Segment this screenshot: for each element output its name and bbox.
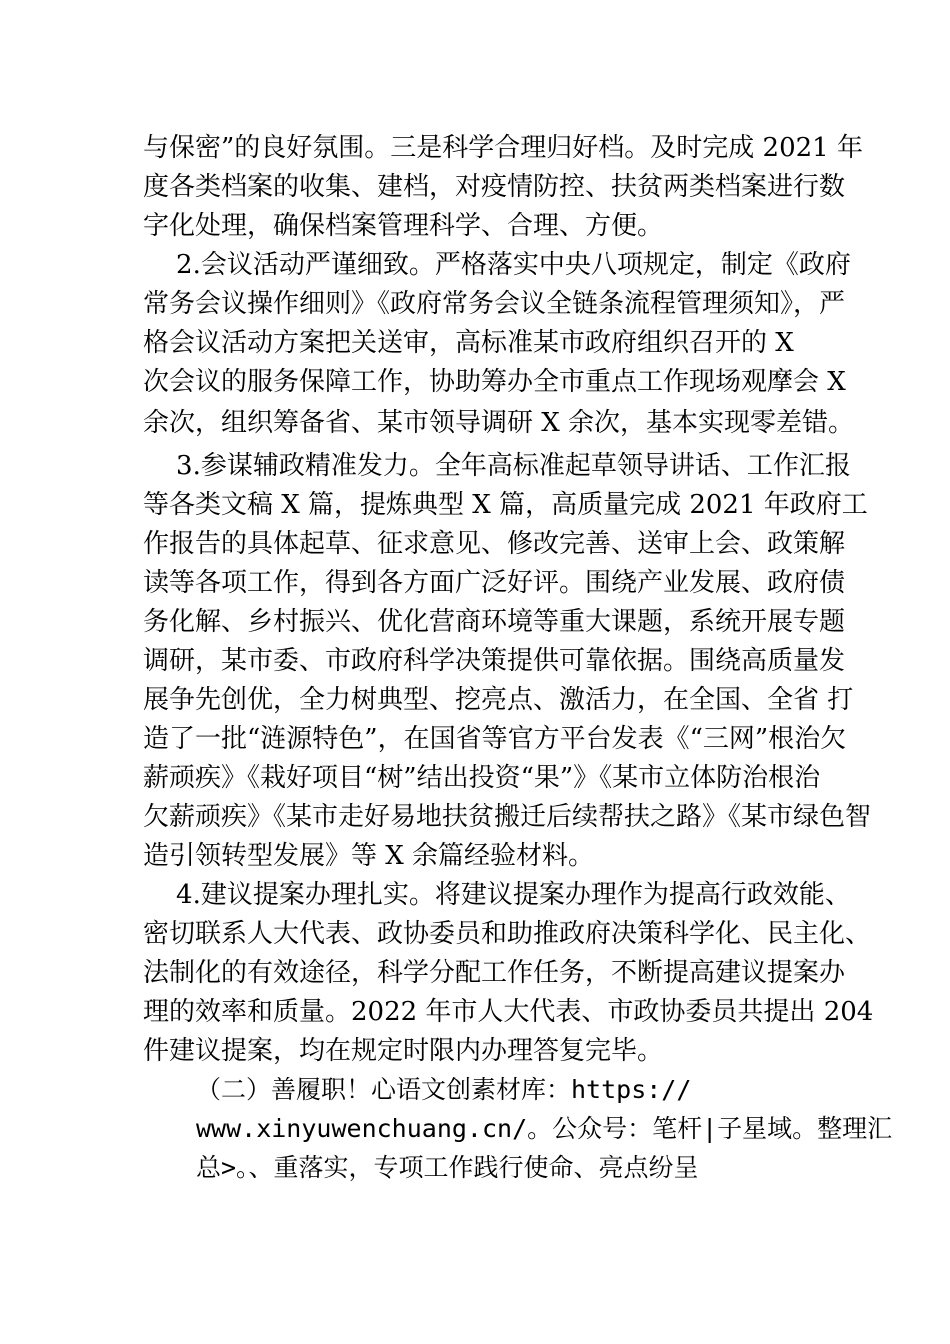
para4-line-5: 件建议提案，均在规定时限内办理答复完毕。 <box>143 1036 664 1066</box>
para3-line-6: 调研，某市委、市政府科学决策提供可靠依据。围绕高质量发 <box>143 646 846 676</box>
para3-line-4: 读等各项工作，得到各方面广泛好评。围绕产业发展、政府债 <box>143 568 846 598</box>
section-heading-line-2: www.xinyuwenchuang.cn/。公众号：笔杆|子星域。整理汇 <box>196 1114 893 1143</box>
section-heading-line-1: （二）善履职！心语文创素材库：https:// <box>196 1075 692 1104</box>
para4-line-1: 4.建议提案办理扎实。将建议提案办理作为提高行政效能、 <box>143 880 851 910</box>
para2-line-2: 常务会议操作细则》《政府常务会议全链条流程管理须知》，严 <box>143 289 846 319</box>
para3-line-7: 展争先创优，全力树典型、挖亮点、激活力，在全国、全省 打 <box>143 685 854 715</box>
para3-line-9: 薪顽疾》《栽好项目“树”结出投资“果”》《某市立体防治根治 <box>143 763 821 793</box>
para3-line-5: 务化解、乡村振兴、优化营商环境等重大课题，系统开展专题 <box>143 607 846 637</box>
para4-line-4: 理的效率和质量。2022 年市人大代表、市政协委员共提出 204 <box>143 997 874 1027</box>
para3-line-11: 造引领转型发展》等 X 余篇经验材料。 <box>143 841 595 871</box>
para1-line-1: 与保密”的良好氛围。三是科学合理归好档。及时完成 2021 年 <box>143 133 863 163</box>
para2-line-3: 格会议活动方案把关送审，高标准某市政府组织召开的 X <box>143 328 794 358</box>
para2-line-5: 余次，组织筹备省、某市领导调研 X 余次，基本实现零差错。 <box>143 408 855 438</box>
para4-line-3: 法制化的有效途径，科学分配工作任务，不断提高建议提案办 <box>143 958 846 988</box>
para3-line-2: 等各类文稿 X 篇，提炼典型 X 篇，高质量完成 2021 年政府工 <box>143 490 868 520</box>
para3-line-3: 作报告的具体起草、征求意见、修改完善、送审上会、政策解 <box>143 529 846 559</box>
para3-line-10: 欠薪顽疾》《某市走好易地扶贫搬迁后续帮扶之路》《某市绿色智 <box>143 802 872 832</box>
para3-line-1: 3.参谋辅政精准发力。全年高标准起草领导讲话、工作汇报 <box>143 451 851 481</box>
para1-line-2: 度各类档案的收集、建档，对疫情防控、扶贫两类档案进行数 <box>143 172 846 202</box>
para2-line-4: 次会议的服务保障工作，协助筹办全市重点工作现场观摩会 X <box>143 367 846 397</box>
para4-line-2: 密切联系人大代表、政协委员和助推政府决策科学化、民主化、 <box>143 919 872 949</box>
section-heading-line-3: 总>。、重落实，专项工作践行使命、亮点纷呈 <box>196 1153 699 1182</box>
para3-line-8: 造了一批“涟源特色”，在国省等官方平台发表《“三网”根治欠 <box>143 724 847 754</box>
para2-line-1: 2.会议活动严谨细致。严格落实中央八项规定，制定《政府 <box>143 250 851 280</box>
para1-line-3: 字化处理，确保档案管理科学、合理、方便。 <box>143 211 664 241</box>
